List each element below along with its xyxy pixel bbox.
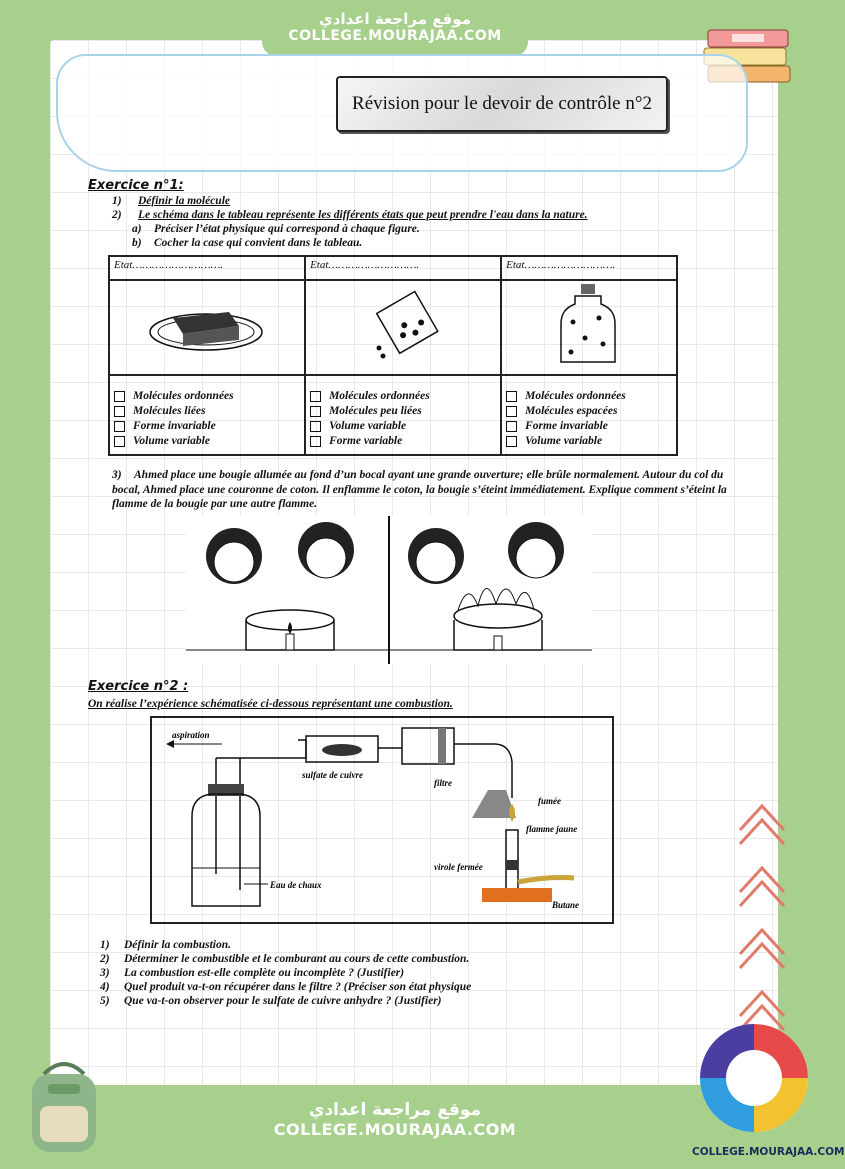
svg-text:aspiration: aspiration	[172, 729, 210, 740]
svg-text:flamme jaune: flamme jaune	[526, 823, 578, 834]
banner-arabic: موقع مراجعة اعدادي	[319, 10, 471, 28]
question-item: 2) Le schéma dans le tableau représente les différents états que peut prendre l'eau dans la nature.	[112, 209, 588, 221]
gas-figure	[501, 280, 677, 375]
logo-wheel-icon	[692, 1020, 816, 1136]
banner-arabic: موقع مراجعة اعدادي	[308, 1100, 482, 1120]
options-col-3	[501, 375, 677, 455]
svg-text:Butane: Butane	[552, 899, 580, 910]
chevron-up-icon	[736, 790, 788, 850]
option-checkbox[interactable]: Volume variable	[310, 420, 496, 432]
question-3: 3) Ahmed place une bougie allumée au fond d’un bocal ayant une grande ouverture; elle brûle normalement. Autour du col du bocal, Ahmed place une couronne de coton. Il enflamme le coton, la bougie s’éteint immédiatement. Explique comment s’éteint la flamme de la bougie par une autre flamme.	[112, 469, 727, 510]
question-item: 5) Que va-t-on observer pour le sulfate de cuivre anhydre ? (Justifier)	[100, 994, 442, 1007]
backpack-icon	[18, 1056, 110, 1156]
svg-text:virole fermée: virole fermée	[434, 861, 483, 872]
subquestion-item: b) Cocher la case qui convient dans le tableau.	[132, 237, 363, 249]
question-item: 1) Définir la molécule	[112, 195, 230, 207]
bottom-banner[interactable]	[262, 1092, 528, 1152]
liquid-figure	[305, 280, 501, 375]
options-col-1	[109, 375, 305, 455]
exercise2-questions	[88, 939, 728, 1007]
exercise2-title: Exercice n°2 :	[88, 678, 189, 694]
etat-cell-1[interactable]: Etat……………………….	[109, 256, 305, 280]
exercise2-intro: On réalise l’expérience schématisée ci-dessous représentant une combustion.	[88, 697, 453, 710]
option-checkbox[interactable]: Molécules espacées	[506, 405, 672, 417]
option-checkbox[interactable]: Molécules peu liées	[310, 405, 496, 417]
exercise1-title: Exercice n°1:	[88, 178, 184, 193]
chevron-up-icon	[736, 914, 788, 974]
option-checkbox[interactable]: Molécules ordonnées	[310, 390, 496, 402]
option-checkbox[interactable]: Molécules ordonnées	[114, 390, 300, 402]
etat-cell-3[interactable]: Etat……………………….	[501, 256, 677, 280]
logo-text: COLLEGE.MOURAJAA.COM	[692, 1146, 845, 1158]
top-banner[interactable]	[262, 4, 528, 56]
site-logo[interactable]	[692, 1020, 845, 1160]
option-checkbox[interactable]: Forme invariable	[114, 420, 300, 432]
question-item: 3) La combustion est-elle complète ou incomplète ? (Justifier)	[100, 966, 405, 979]
options-col-2	[305, 375, 501, 455]
option-checkbox[interactable]: Molécules ordonnées	[506, 390, 672, 402]
svg-text:Eau de chaux: Eau de chaux	[270, 879, 322, 890]
subquestion-item: a) Préciser l’état physique qui correspond à chaque figure.	[132, 223, 420, 235]
question-item: 2) Déterminer le combustible et le comburant au cours de cette combustion.	[100, 952, 470, 965]
svg-text:sulfate de cuivre: sulfate de cuivre	[302, 769, 363, 780]
solid-figure	[109, 280, 305, 375]
states-table	[108, 255, 678, 456]
candle-illustration	[186, 516, 592, 664]
svg-text:fumée: fumée	[538, 795, 561, 806]
question-item: 1) Définir la combustion.	[100, 938, 232, 951]
etat-cell-2[interactable]: Etat……………………….	[305, 256, 501, 280]
option-checkbox[interactable]: Volume variable	[506, 435, 672, 447]
option-checkbox[interactable]: Forme variable	[310, 435, 496, 447]
banner-url: COLLEGE.MOURAJAA.COM	[288, 28, 502, 44]
page-title: Révision pour le devoir de contrôle n°2	[336, 76, 668, 132]
worksheet-content	[88, 178, 728, 1007]
option-checkbox[interactable]: Forme invariable	[506, 420, 672, 432]
option-checkbox[interactable]: Volume variable	[114, 435, 300, 447]
option-checkbox[interactable]: Molécules liées	[114, 405, 300, 417]
banner-url: COLLEGE.MOURAJAA.COM	[273, 1120, 517, 1139]
chevron-up-icon	[736, 852, 788, 912]
combustion-diagram	[150, 716, 614, 924]
question-item: 4) Quel produit va-t-on récupérer dans le filtre ? (Préciser son état physique	[100, 980, 472, 993]
svg-text:filtre: filtre	[434, 777, 452, 788]
